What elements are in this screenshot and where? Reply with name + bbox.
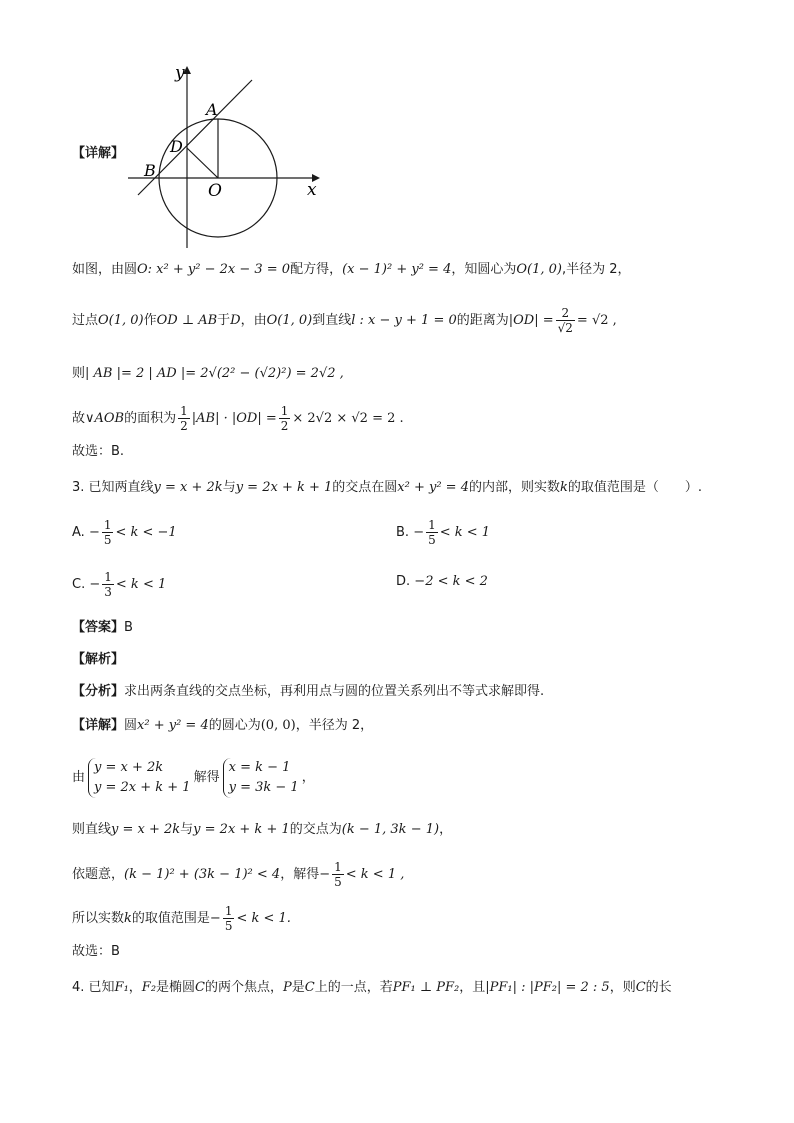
fraction-half: $\frac{1}{2}$ [280,404,289,433]
solution-system: x = k − 1 y = 3k − 1 [223,758,299,798]
q3-option-d: D. −2 < k < 2 [396,574,488,589]
q4-stem: 4. 已知F₁，F₂是椭圆C的两个焦点，P是C上的一点，若PF₁ ⊥ PF₂，且|PF₁| : |PF₂| = 2 : 5，则C的长 [72,980,672,995]
q3-system: 由 y = x + 2k y = 2x + k + 1 解得 x = k − 1 y = 3k − 1 ， [72,756,315,800]
solution-choice: 故选：B. [72,444,125,459]
solution-line-4: 故∨AOB的面积为 $\frac{1}{2}$ |AB| · |OD| = $\frac{1}{2}$ × 2√2 × √2 = 2 . [72,404,404,433]
q3-option-a: A. − $\frac{1}{5}$ < k < −1 [72,518,177,547]
q3-analysis-tag: 【解析】 [72,652,125,667]
detail-tag: 【详解】 [72,146,125,161]
fraction: $\frac{2}{√2}$ [557,306,573,335]
label-A: A [206,100,218,119]
q3-option-b: B. − $\frac{1}{5}$ < k < 1 [396,518,491,547]
q3-option-c: C. − $\frac{1}{3}$ < k < 1 [72,570,167,599]
q3-fenxi: 【分析】求出两条直线的交点坐标，再利用点与圆的位置关系列出不等式求解即得. [72,684,545,699]
label-D: D [170,137,183,156]
equation-system: y = x + 2k y = 2x + k + 1 [88,758,191,798]
q3-answer: 【答案】B [72,620,133,635]
q3-choice: 故选：B [72,944,120,959]
fraction-half: $\frac{1}{2}$ [180,404,188,433]
q3-range: 所以实数k的取值范围是− $\frac{1}{5}$ < k < 1. [72,904,291,933]
label-x: x [307,180,317,200]
segment-OD [187,148,218,178]
q3-detail: 【详解】圆x² + y² = 4的圆心为(0, 0)，半径为 2， [72,718,374,733]
circle-figure [120,60,340,260]
label-B: B [144,161,156,180]
label-O: O [208,181,222,201]
q3-inequality: 依题意，(k − 1)² + (3k − 1)² < 4，解得− $\frac{1}{5}$ < k < 1 , [72,860,405,889]
q3-stem: 3. 已知两直线y = x + 2k与y = 2x + k + 1的交点在圆x² + y² = 4的内部，则实数k的取值范围是（ ）. [72,480,703,495]
label-y: y [175,63,185,83]
solution-line-2: 过点O(1, 0)作OD ⊥ AB于D，由O(1, 0)到直线l : x − y + 1 = 0的距离为|OD| = $\frac{2}{√2}$ = √2 , [72,306,617,335]
q3-intersection: 则直线y = x + 2k与y = 2x + k + 1的交点为(k − 1, 3k − 1)， [72,822,453,837]
solution-line-1: 如图，由圆O: x² + y² − 2x − 3 = 0配方得，(x − 1)² + y² = 4，知圆心为O(1, 0),半径为 2， [72,262,631,277]
solution-line-3: 则| AB |= 2 | AD |= 2√(2² − (√2)²) = 2√2 , [72,366,344,381]
